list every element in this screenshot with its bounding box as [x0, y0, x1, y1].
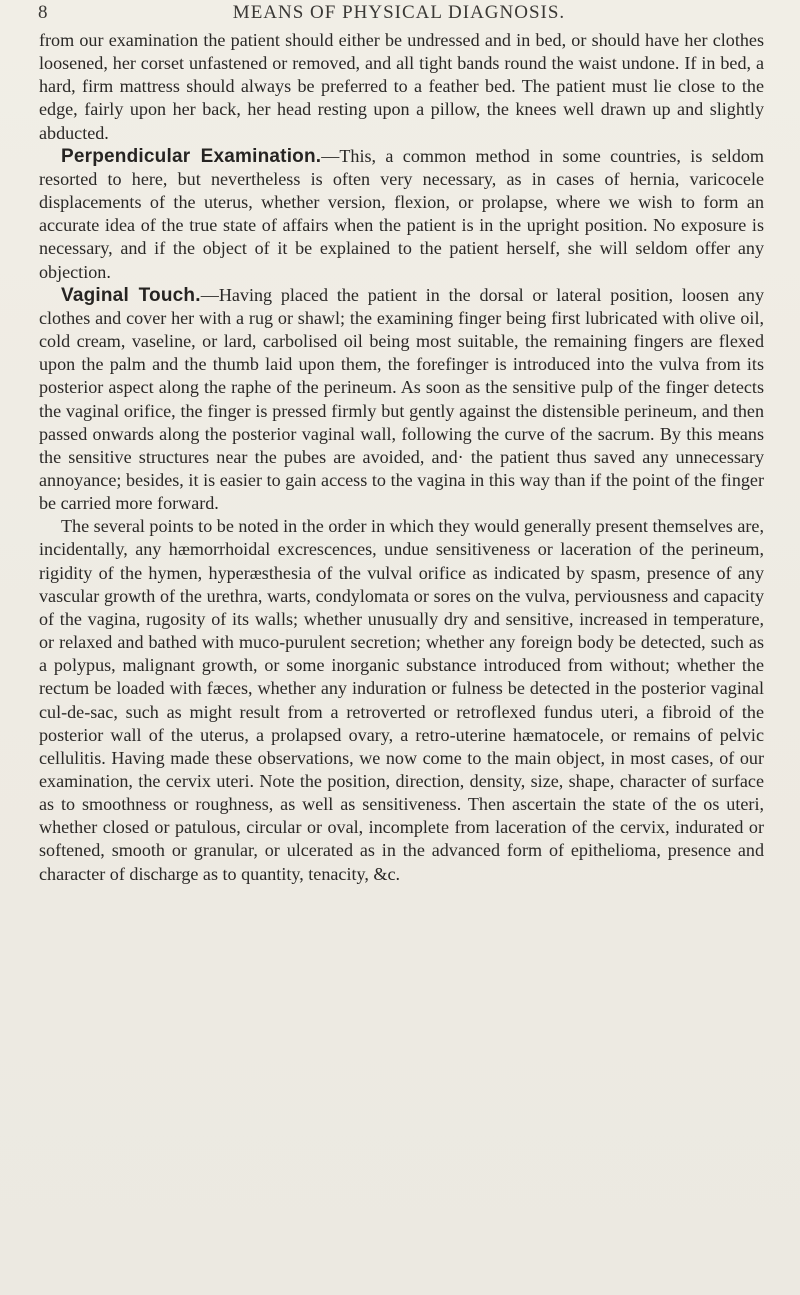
section-heading-perpendicular-examination: Perpendicular Examination.: [61, 145, 322, 167]
running-head: [30, 2, 768, 24]
section-heading-vaginal-touch: Vaginal Touch.: [61, 284, 201, 306]
paragraph-text: The several points to be noted in the order in which they would generally present themselves are, incidentally, any hæmorrhoidal excrescences, undue sensitiveness or laceration of the perineum, rigidity of the hymen, hyperæsthesia of the vulval orifice as indicated by spasm, presence of any vascular growth of the urethra, warts, condylomata or sores on the vulva, perviousness and capacity of the vagina, rugosity of its walls; whether unusually dry and sensitive, increased in temperature, or relaxed and bathed with muco-purulent secretion; whether any foreign body be detected, such as a polypus, malignant growth, or some inorganic substance introduced from without; whether the rectum be loaded with fæces, whether any induration or fulness be detected in the posterior vaginal cul-de-sac, such as might result from a retroverted or retroflexed fundus uteri, a fibroid of the posterior wall of the uterus, a prolapsed ovary, a retro-uterine hæmatocele, or remains of pelvic cellulitis. Having made these observations, we now come to the main object, in most cases, of our examination, the cervix uteri. Note the position, direction, density, size, shape, character of surface as to smoothness or roughness, as well as sensitiveness. Then ascertain the state of the os uteri, whether closed or patulous, circular or oval, incomplete from laceration of the cervix, indurated or softened, smooth or granular, or ulcerated as in the advanced form of epithelioma, presence and character of discharge as to quantity, tenacity, &c.: [39, 516, 764, 884]
paragraph-points-to-note: [39, 515, 764, 886]
paragraph-text: —Having placed the patient in the dorsal or lateral position, loosen any clothes and cover her with a rug or shawl; the examining finger being first lubricated with olive oil, cold cream, vaseline, or lard, carbolised oil being most suitable, the remaining fingers are flexed upon the palm and the thumb laid upon them, the forefinger is introduced into the vulva from its posterior aspect along the raphe of the perineum. As soon as the sensitive pulp of the finger detects the vaginal orifice, the finger is pressed firmly but gently against the distensible perineum, and then passed onwards along the posterior vaginal wall, following the curve of the sacrum. By this means the sensitive structures near the pubes are avoided, and· the patient thus saved any unnecessary annoyance; besides, it is easier to gain access to the vagina in this way than if the point of the finger be carried more forward.: [39, 284, 764, 514]
page-number: 8: [38, 2, 48, 23]
paragraph-text: from our examination the patient should either be undressed and in bed, or should have her clothes loosened, her corset unfastened or removed, and all tight bands round the waist undone. If in bed, a hard, firm mattress should always be preferred to a feather bed. The patient must lie close to the edge, fairly upon her back, her head resting upon a pillow, the knees well drawn up and slightly abducted.: [39, 30, 764, 143]
paragraph-text: —This, a common method in some countries, is seldom resorted to here, but nevertheless is often very necessary, as in cases of hernia, varicocele displacements of the uterus, whether version, flexion, or prolapse, where we wish to form an accurate idea of the true state of affairs when the patient is in the upright position. No exposure is necessary, and if the object of it be explained to the patient herself, she will seldom offer any objection.: [39, 145, 764, 282]
body-text: [39, 29, 764, 886]
paragraph-vaginal-touch: [39, 284, 764, 516]
paragraph-continued: [39, 29, 764, 145]
running-title: MEANS OF PHYSICAL DIAGNOSIS.: [232, 2, 566, 23]
paragraph-perpendicular-examination: [39, 145, 764, 284]
